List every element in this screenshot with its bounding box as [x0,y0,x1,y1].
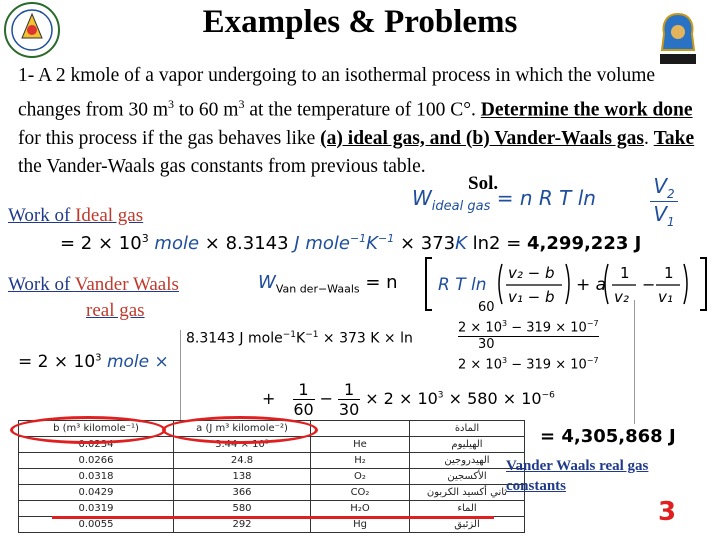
vdw-moles: = $2 \times 10^3$ mole × [18,352,169,372]
col-substance-header: المادة [410,421,525,437]
vdw-heading: Work of Vander Waals real gas [8,274,179,321]
svg-text:−: − [642,275,656,294]
b-column-highlight [10,416,166,444]
svg-text:1: 1 [620,264,630,282]
vdw-formula: $W_{Van der-Waals} = n$ [258,272,398,296]
bracket-left [180,330,181,420]
table-caption: Vander Waals real gas constants [506,458,649,494]
svg-text:v₁ − b: v₁ − b [508,288,555,306]
vdw-volume-fraction: 60 $2 \times 10^3 - 319 \times 10^{-7}$ 30 $2 \times 10^3 - 319 \times 10^{-7}$ [458,300,599,373]
col-a-header: a (J m³ kilomole⁻²) [174,421,311,437]
svg-text:R T ln: R T ln [438,275,487,295]
table-row: 0.0266 24.8 H₂ الهيدروجين [19,453,525,469]
svg-text:+ a: + a [576,275,607,295]
svg-text:v₂: v₂ [614,288,629,306]
svg-text:v₁: v₁ [658,288,673,306]
table-row: 0.0055 292 Hg الزئبق [19,517,525,533]
ideal-gas-calculation: = $2 \times 10^3$ mole × 8.3143 J $mole^{-1}K^{-1} \times 373K$ ln2 = 4,299,223 J [60,232,642,254]
page-title: Examples & Problems [202,4,518,40]
bracket-right [634,300,635,424]
table-row: 0.0318 138 O₂ الأكسجين [19,469,525,485]
ideal-gas-formula: $W_{ideal gas} = n$ R T ln [412,186,596,214]
problem-statement: 1- A 2 kmole of a vapor undergoing to an isothermal process in which the volume changes from 30 $m^3$ to 60 $m^3$ at the temperature of 100 C°. Determine the work done for this process if the gas behaves like (a) ideal gas, and (b) Vander-Waals gas. Take the Vander-Waals gas constants from previous table. [18,65,695,177]
vdw-attraction-term: + $\frac{1}{60}$ − $\frac{1}{30}$ × $2 \times 10^3 \times 580 \times 10^{-6}$ [262,380,555,419]
col-formula-header [311,421,410,437]
vdw-result: = 4,305,868 J [540,426,676,447]
solution-label: Sol. [468,173,499,194]
svg-text:1: 1 [664,264,674,282]
table-row: 0.0429 366 CO₂ ثاني أكسيد الكربون [19,485,525,501]
water-row-underline [52,516,494,519]
a-column-highlight [162,416,318,444]
ideal-gas-heading: Work of Ideal gas [8,205,144,226]
col-b-header: b (m³ kilomole⁻¹) [19,421,174,437]
table-row: 0.0319 580 H₂O الماء [19,501,525,517]
svg-text:v₂ − b: v₂ − b [508,264,555,282]
volume-ratio: $V_2$ $V_1$ [650,174,678,229]
vdw-substitution: 8.3143 J $mole^{-1}K^{-1} \times 373$ K × ln [186,330,413,347]
page-number: 3 [658,497,677,527]
table-row: 0.0234 3.44 × 10³ He الهيليوم [19,437,525,453]
